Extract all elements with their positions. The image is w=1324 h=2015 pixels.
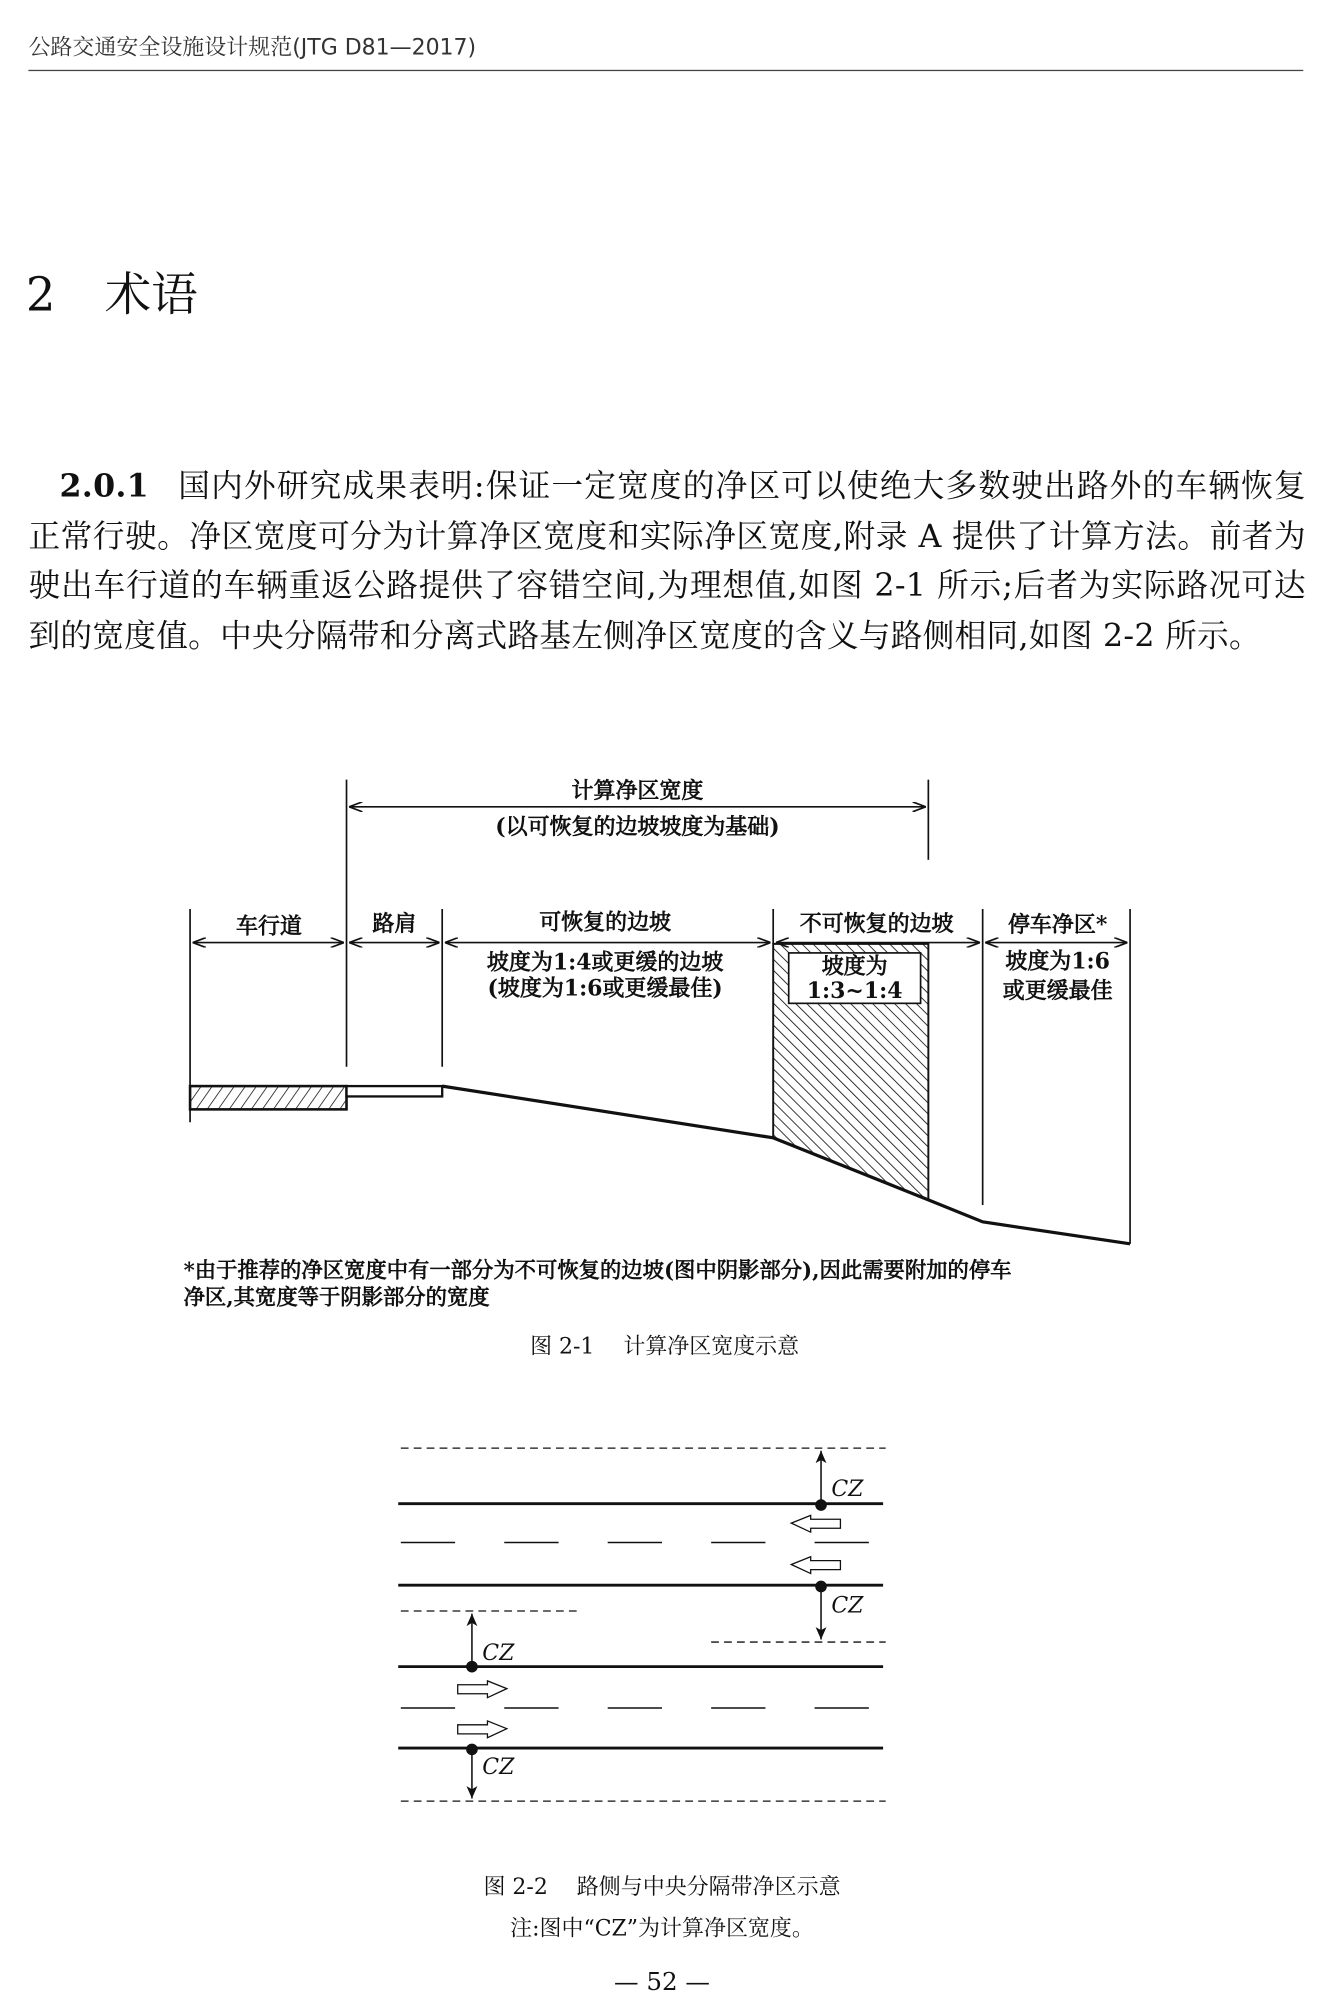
cz-label: CZ <box>482 1641 515 1667</box>
figure-footnote: *由于推荐的净区宽度中有一部分为不可恢复的边坡(图中阴影部分),因此需要附加的停车 <box>183 1258 1012 1284</box>
running-header: 公路交通安全设施设计规范(JTG D81—2017) <box>28 34 477 61</box>
chapter-number: 2 <box>25 268 56 322</box>
figure-caption: 图 2-1 计算净区宽度示意 <box>530 1334 800 1360</box>
figure-caption: 图 2-2 路侧与中央分隔带净区示意 <box>483 1874 841 1901</box>
runout-note: 或更缓最佳 <box>1002 978 1113 1005</box>
cz-origin-dot <box>466 1661 478 1673</box>
zone-label: 停车净区* <box>1007 912 1108 939</box>
cz-origin-dot <box>466 1744 478 1756</box>
cz-label: CZ <box>482 1754 515 1780</box>
cz-origin-dot <box>815 1499 827 1511</box>
clear-zone-label: 计算净区宽度 <box>571 777 704 804</box>
clause-number: 2.0.1 <box>59 466 149 505</box>
recoverable-note: 坡度为1:4或更缓的边坡 <box>486 949 724 976</box>
travelled-way <box>190 1086 346 1109</box>
chapter-title: 术语 <box>104 268 198 322</box>
shoulder <box>347 1086 443 1096</box>
figure-footnote: 净区,其宽度等于阴影部分的宽度 <box>183 1285 490 1311</box>
zone-label: 路肩 <box>372 910 417 937</box>
clear-zone-sublabel: (以可恢复的边坡坡度为基础) <box>495 813 780 840</box>
left-arrow-icon <box>791 1557 840 1574</box>
zone-label: 车行道 <box>235 913 302 940</box>
zone-label: 可恢复的边坡 <box>539 909 672 936</box>
zone-label: 不可恢复的边坡 <box>799 910 954 937</box>
nonrecoverable-note: 1:3~1:4 <box>806 978 903 1005</box>
page-number: — 52 — <box>613 1967 711 1997</box>
cz-origin-dot <box>815 1581 827 1593</box>
cz-label: CZ <box>831 1476 864 1502</box>
left-arrow-icon <box>791 1515 840 1532</box>
nonrecoverable-note: 坡度为 <box>821 953 888 980</box>
right-arrow-icon <box>458 1681 507 1698</box>
runout-note: 坡度为1:6 <box>1005 948 1110 975</box>
figure-2-2 <box>0 1422 1324 1823</box>
figure-note: 注:图中“CZ”为计算净区宽度。 <box>510 1916 814 1943</box>
recoverable-note: (坡度为1:6或更缓最佳) <box>487 975 723 1002</box>
clause-text: 国内外研究成果表明:保证一定宽度的净区可以使绝大多数驶出路外的车辆恢复正常行驶。净区宽度可分为计算净区宽度和实际净区宽度,附录 A 提供了计算方法。前者为驶出车行道的车辆重返公路提供了容错空间,为理想值,如图 2-1 所示;后者为实际路况可达到的宽度值。中央分隔带和分离式路基左侧净区宽度的含义与路侧相同,如图 2-2 所示。 <box>28 466 1306 654</box>
right-arrow-icon <box>458 1721 507 1738</box>
cz-label: CZ <box>831 1593 864 1619</box>
